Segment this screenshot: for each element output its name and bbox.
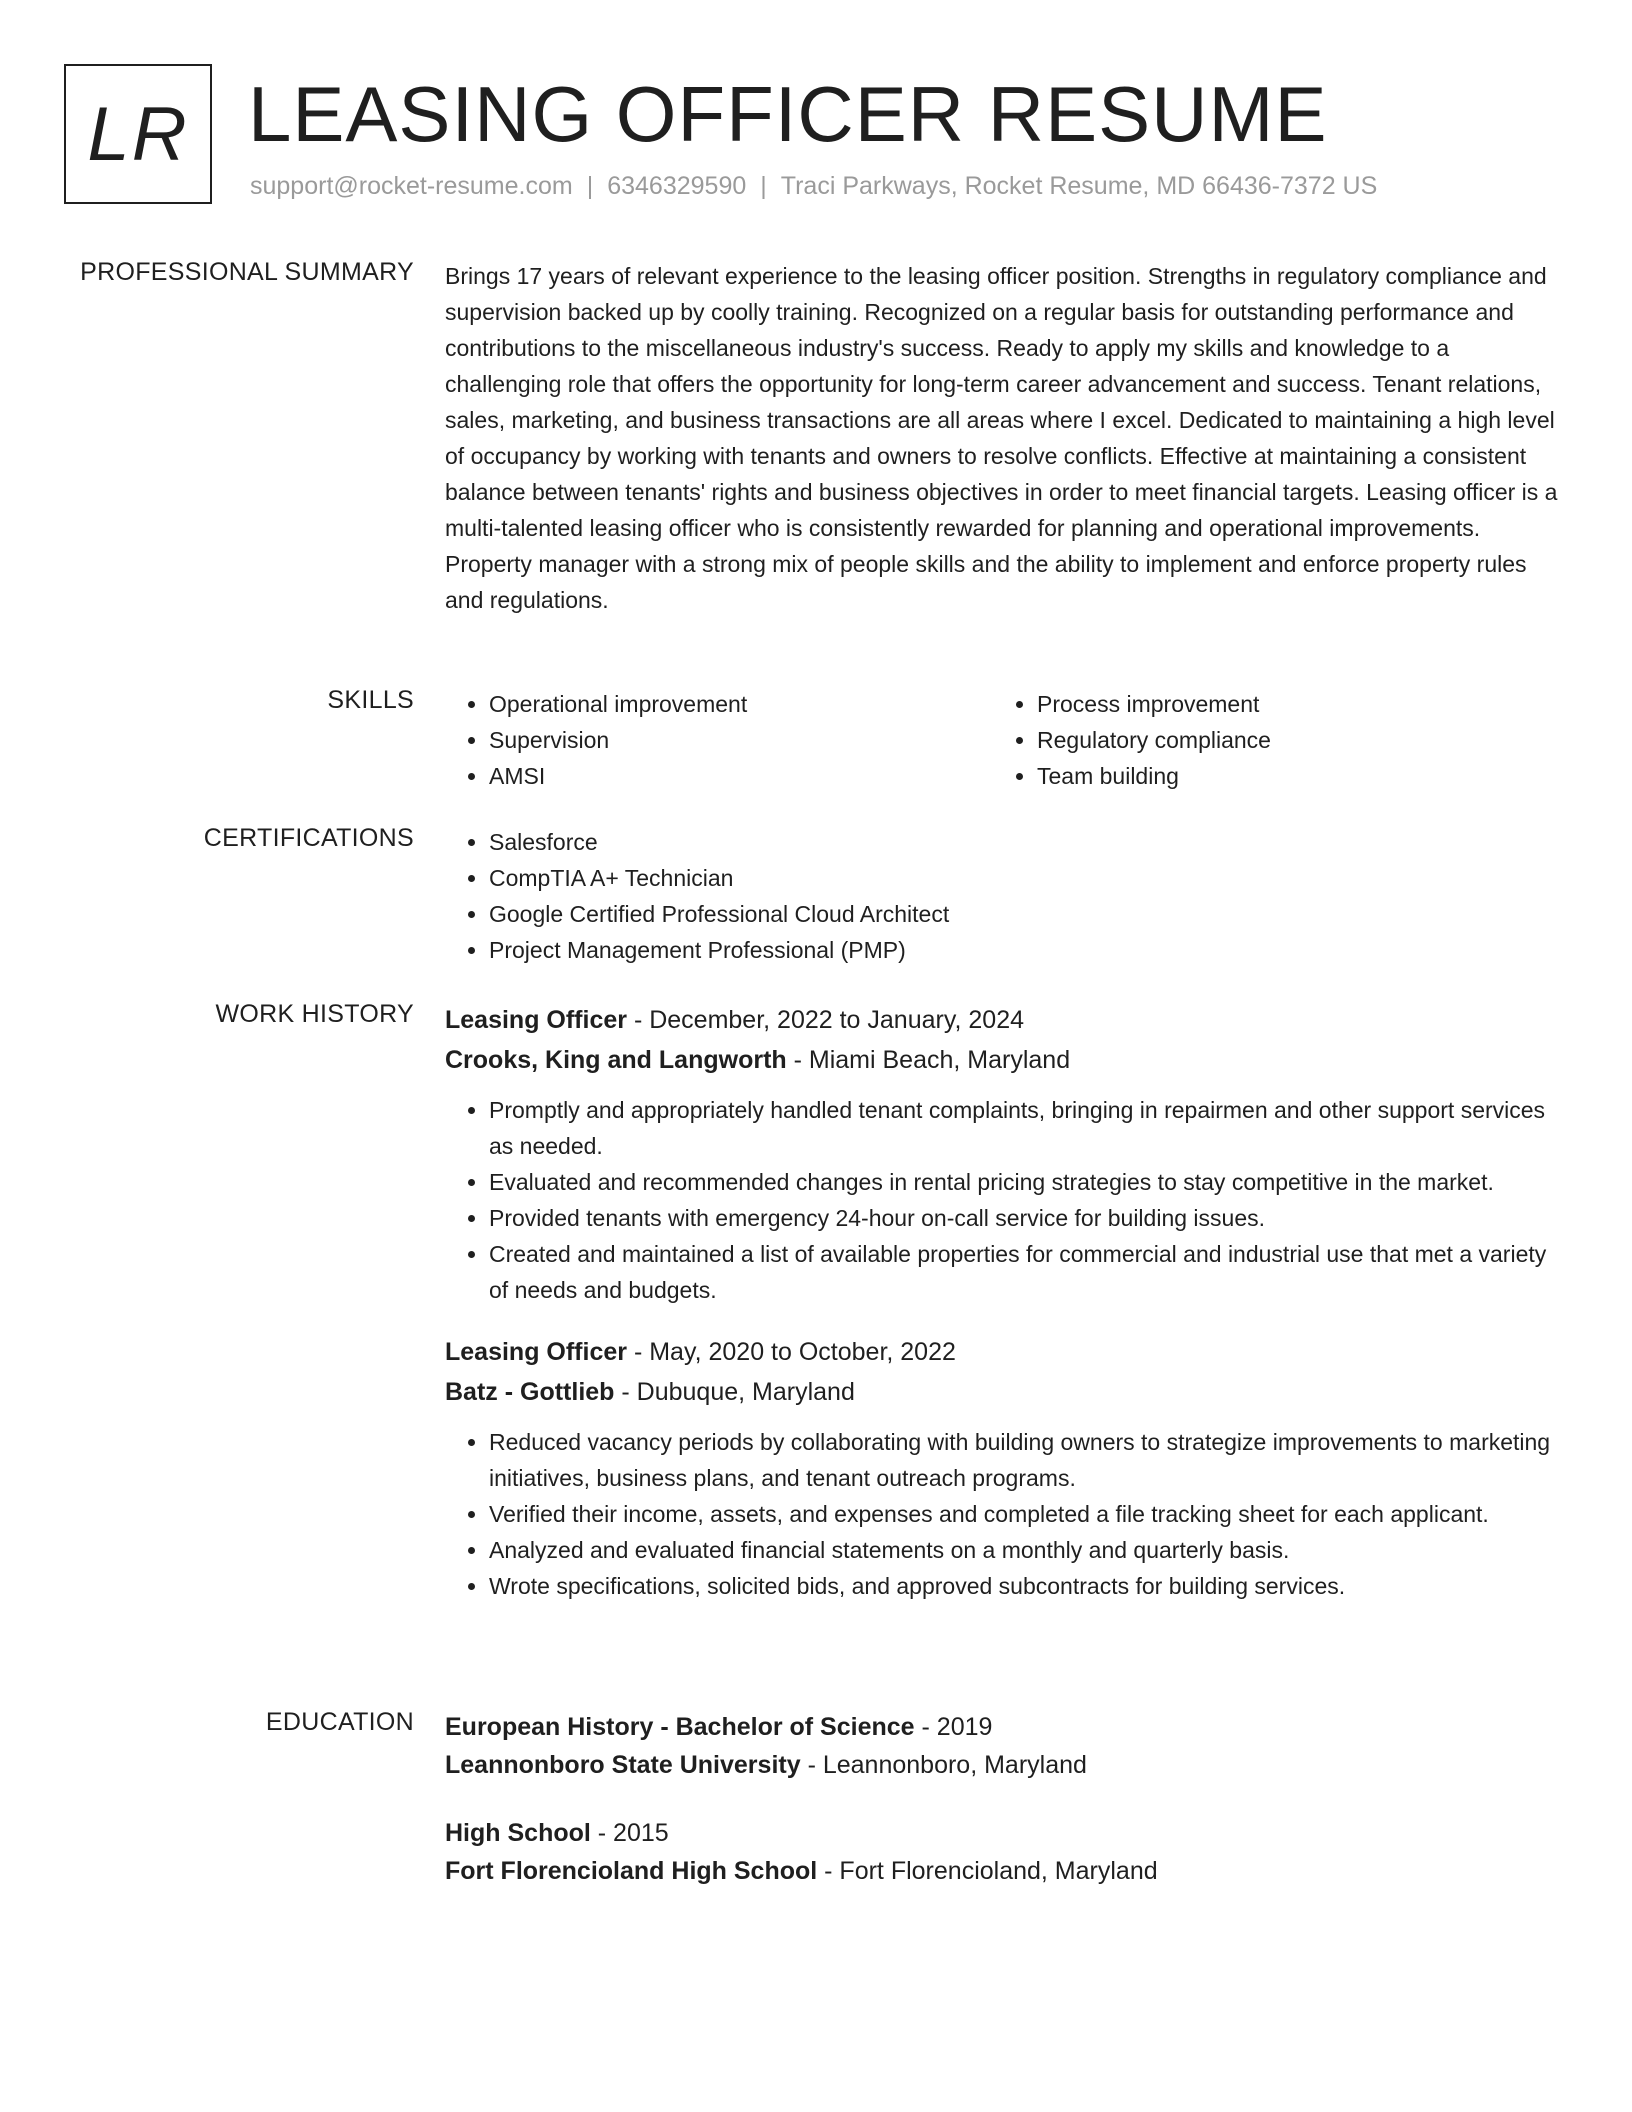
contact-email[interactable]: support@rocket-resume.com — [250, 172, 573, 200]
job-bullet: • Analyzed and evaluated financial statements on a monthly and quarterly basis. — [489, 1532, 1563, 1568]
certification-item: • Salesforce — [489, 824, 1563, 860]
job-bullet: • Evaluated and recommended changes in rental pricing strategies to stay competitive in the market. — [489, 1164, 1563, 1200]
job-dates: - May, 2020 to October, 2022 — [627, 1338, 956, 1366]
job-dates: - December, 2022 to January, 2024 — [627, 1006, 1024, 1034]
job-bullet: • Created and maintained a list of available properties for commercial and industrial use that met a variety of needs and budgets. — [489, 1236, 1563, 1308]
section-label-skills: SKILLS — [327, 686, 414, 714]
education-degree: European History - Bachelor of Science — [445, 1713, 915, 1741]
education-school-line — [445, 1746, 1563, 1784]
skill-item: • Supervision — [489, 722, 993, 758]
job-bullet: • Provided tenants with emergency 24-hour on-call service for building issues. — [489, 1200, 1563, 1236]
section-label-certifications: CERTIFICATIONS — [203, 824, 414, 852]
job-title-line — [445, 1332, 1563, 1372]
resume-header — [64, 64, 1564, 214]
education-degree-line — [445, 1708, 1563, 1746]
job-title-line — [445, 1000, 1563, 1040]
contact-line — [250, 172, 1377, 201]
contact-separator: | — [586, 172, 594, 200]
skill-item: • Regulatory compliance — [1037, 722, 1541, 758]
job-entry — [445, 1000, 1563, 1308]
certifications-body — [445, 824, 1563, 968]
skill-item: • AMSI — [489, 758, 993, 794]
monogram-logo: LR — [64, 64, 212, 204]
education-school: Fort Florencioland High School — [445, 1857, 818, 1885]
education-school-line — [445, 1852, 1563, 1890]
skill-item: • Process improvement — [1037, 686, 1541, 722]
skill-item: • Operational improvement — [489, 686, 993, 722]
education-entry — [445, 1708, 1563, 1784]
job-bullet: • Verified their income, assets, and expenses and completed a file tracking sheet for each applicant. — [489, 1496, 1563, 1532]
education-body — [445, 1708, 1563, 1920]
job-bullet: • Wrote specifications, solicited bids, and approved subcontracts for building services. — [489, 1568, 1563, 1604]
certification-item: • Project Management Professional (PMP) — [489, 932, 1563, 968]
work-history-body — [445, 1000, 1563, 1628]
resume-title: LEASING OFFICER RESUME — [248, 70, 1328, 158]
summary-text: Brings 17 years of relevant experience to the leasing officer position. Strengths in regulatory compliance and supervision backed up by coolly training. Recognized on a regular basis for outstanding performance and contributions to the miscellaneous industry's success. Ready to apply my skills and knowledge to a challenging role that offers the opportunity for long-term career advancement and success. Tenant relations, sales, marketing, and business transactions are all areas where I excel. Dedicated to maintaining a high level of occupancy by working with tenants and owners to resolve conflicts. Effective at maintaining a consistent balance between tenants' rights and business objectives in order to meet financial targets. Leasing officer is a multi-talented leasing officer who is consistently rewarded for planning and operational improvements. Property manager with a strong mix of people skills and the ability to implement and enforce property rules and regulations. — [445, 263, 1558, 613]
skills-column-right — [993, 686, 1541, 794]
certification-item: • Google Certified Professional Cloud Architect — [489, 896, 1563, 932]
job-entry — [445, 1332, 1563, 1604]
education-location: - Leannonboro, Maryland — [800, 1751, 1087, 1779]
skill-item: • Team building — [1037, 758, 1541, 794]
job-location: - Miami Beach, Maryland — [786, 1046, 1071, 1074]
section-label-summary: PROFESSIONAL SUMMARY — [80, 258, 414, 286]
certification-item: • CompTIA A+ Technician — [489, 860, 1563, 896]
education-degree: High School — [445, 1819, 591, 1847]
job-company-line — [445, 1040, 1563, 1080]
education-degree-line — [445, 1814, 1563, 1852]
education-entry — [445, 1814, 1563, 1890]
job-bullet: • Promptly and appropriately handled tenant complaints, bringing in repairmen and other support services as needed. — [489, 1092, 1563, 1164]
contact-address: Traci Parkways, Rocket Resume, MD 66436-7372 US — [780, 172, 1378, 200]
skills-column-left — [445, 686, 993, 794]
section-label-work-history: WORK HISTORY — [215, 1000, 414, 1028]
job-title: Leasing Officer — [445, 1006, 627, 1034]
job-company: Batz - Gottlieb — [445, 1378, 615, 1406]
contact-phone[interactable]: 6346329590 — [607, 172, 747, 200]
section-label-education: EDUCATION — [265, 1708, 414, 1736]
contact-separator: | — [760, 172, 767, 200]
skills-body — [445, 686, 1563, 794]
job-location: - Dubuque, Maryland — [614, 1378, 855, 1406]
job-title: Leasing Officer — [445, 1338, 627, 1366]
job-company-line — [445, 1372, 1563, 1412]
education-school: Leannonboro State University — [445, 1751, 801, 1779]
job-company: Crooks, King and Langworth — [445, 1046, 787, 1074]
job-bullet: • Reduced vacancy periods by collaborating with building owners to strategize improvements to marketing initiatives, business plans, and tenant outreach programs. — [489, 1424, 1563, 1496]
education-location: - Fort Florencioland, Maryland — [817, 1857, 1158, 1885]
education-year: - 2015 — [590, 1819, 669, 1847]
education-year: - 2019 — [914, 1713, 993, 1741]
